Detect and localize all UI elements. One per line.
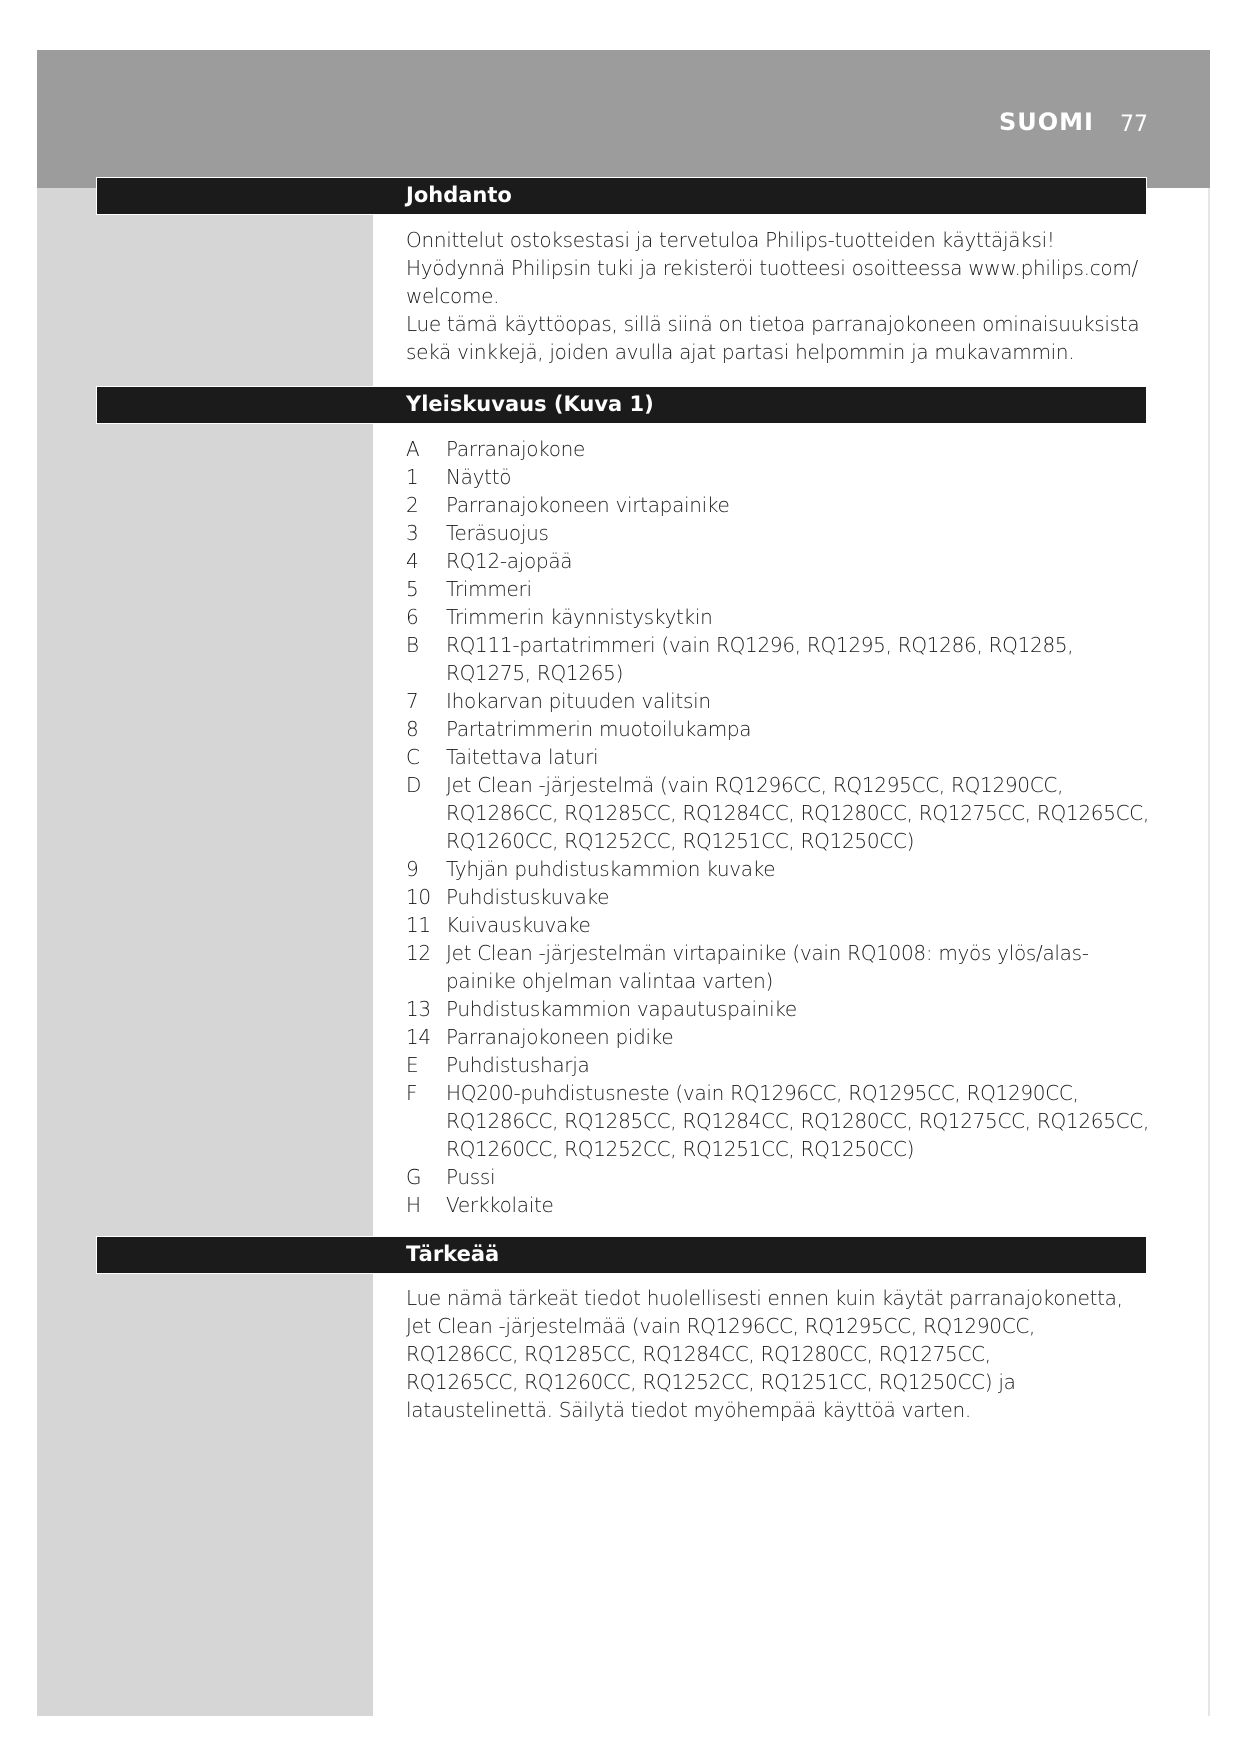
intro-line: sekä vinkkejä, joiden avulla ajat partasi helpommin ja mukavammin. bbox=[406, 340, 1075, 364]
right-edge-line bbox=[1208, 188, 1210, 1716]
item-text: Pussi bbox=[446, 1165, 496, 1189]
list-item bbox=[406, 1051, 1156, 1079]
section-title: Yleiskuvaus (Kuva 1) bbox=[406, 392, 654, 416]
item-key: 1 bbox=[406, 465, 419, 489]
item-text: Ihokarvan pituuden valitsin bbox=[446, 689, 711, 713]
list-item bbox=[406, 939, 1156, 995]
item-text: Jet Clean -järjestelmä (vain RQ1296CC, RQ1295CC, RQ1290CC, RQ1286CC, RQ1285CC, RQ1284CC, RQ1280CC, RQ1275CC, RQ1265CC, RQ1260CC, RQ1252CC, RQ1251CC, RQ1250CC) bbox=[446, 773, 1150, 853]
list-item bbox=[406, 463, 1156, 491]
item-key: 10 bbox=[406, 885, 431, 909]
item-text: Trimmeri bbox=[446, 577, 532, 601]
section-title: Tärkeää bbox=[406, 1242, 500, 1266]
item-text: Verkkolaite bbox=[446, 1193, 554, 1217]
list-item bbox=[406, 1023, 1156, 1051]
item-text: Partatrimmerin muotoilukampa bbox=[446, 717, 752, 741]
list-item bbox=[406, 435, 1156, 463]
section-title: Johdanto bbox=[406, 183, 512, 207]
important-text bbox=[406, 1284, 1156, 1424]
item-key: 14 bbox=[406, 1025, 431, 1049]
item-text: Trimmerin käynnistyskytkin bbox=[446, 605, 713, 629]
item-text: Puhdistuskammion vapautuspainike bbox=[446, 997, 797, 1021]
item-text: Näyttö bbox=[446, 465, 512, 489]
item-text: Jet Clean -järjestelmän virtapainike (vain RQ1008: myös ylös/alas-painike ohjelman valintaa varten) bbox=[446, 941, 1089, 993]
important-line: Jet Clean -järjestelmää (vain RQ1296CC, RQ1295CC, RQ1290CC, bbox=[406, 1314, 1036, 1338]
item-text: Kuivauskuvake bbox=[446, 913, 591, 937]
item-key: 2 bbox=[406, 493, 419, 517]
list-item bbox=[406, 911, 1156, 939]
list-item bbox=[406, 519, 1156, 547]
item-text: Puhdistuskuvake bbox=[446, 885, 610, 909]
intro-line: Hyödynnä Philipsin tuki ja rekisteröi tuotteesi osoitteessa www.philips.com/ bbox=[406, 256, 1138, 280]
list-item bbox=[406, 995, 1156, 1023]
item-text: Puhdistusharja bbox=[446, 1053, 590, 1077]
item-key: 5 bbox=[406, 577, 419, 601]
list-item bbox=[406, 491, 1156, 519]
important-line: RQ1265CC, RQ1260CC, RQ1252CC, RQ1251CC, RQ1250CC) ja bbox=[406, 1370, 1016, 1394]
item-key: 3 bbox=[406, 521, 419, 545]
item-key: 6 bbox=[406, 605, 419, 629]
list-item bbox=[406, 855, 1156, 883]
section-header-important bbox=[97, 1237, 1146, 1273]
item-key: H bbox=[406, 1193, 421, 1217]
important-line: Lue nämä tärkeät tiedot huolellisesti ennen kuin käytät parranajokonetta, bbox=[406, 1286, 1123, 1310]
item-text: Tyhjän puhdistuskammion kuvake bbox=[446, 857, 776, 881]
intro-line: Lue tämä käyttöopas, sillä siinä on tietoa parranajokoneen ominaisuuksista bbox=[406, 312, 1140, 336]
list-item bbox=[406, 715, 1156, 743]
intro-text bbox=[406, 226, 1156, 366]
item-key: 9 bbox=[406, 857, 419, 881]
section-header-intro bbox=[97, 178, 1146, 214]
list-item bbox=[406, 1079, 1156, 1163]
item-text: Parranajokoneen pidike bbox=[446, 1025, 674, 1049]
important-line: lataustelinettä. Säilytä tiedot myöhempää käyttöä varten. bbox=[406, 1398, 971, 1422]
intro-line: welcome. bbox=[406, 284, 500, 308]
item-key: E bbox=[406, 1053, 419, 1077]
item-text: RQ111-partatrimmeri (vain RQ1296, RQ1295, RQ1286, RQ1285, RQ1275, RQ1265) bbox=[446, 633, 1074, 685]
item-text: Parranajokone bbox=[446, 437, 586, 461]
item-key: G bbox=[406, 1165, 422, 1189]
list-item bbox=[406, 603, 1156, 631]
section-header-overview bbox=[97, 387, 1146, 423]
overview-list bbox=[406, 435, 1156, 1219]
item-key: 13 bbox=[406, 997, 431, 1021]
item-key: A bbox=[406, 437, 420, 461]
list-item bbox=[406, 575, 1156, 603]
list-item bbox=[406, 883, 1156, 911]
item-key: 4 bbox=[406, 549, 419, 573]
item-key: B bbox=[406, 633, 419, 657]
list-item bbox=[406, 631, 1156, 687]
item-key: F bbox=[406, 1081, 418, 1105]
item-key: C bbox=[406, 745, 420, 769]
item-key: 7 bbox=[406, 689, 419, 713]
important-line: RQ1286CC, RQ1285CC, RQ1284CC, RQ1280CC, RQ1275CC, bbox=[406, 1342, 991, 1366]
list-item bbox=[406, 743, 1156, 771]
item-text: RQ12-ajopää bbox=[446, 549, 573, 573]
intro-line: Onnittelut ostoksestasi ja tervetuloa Philips-tuotteiden käyttäjäksi! bbox=[406, 228, 1055, 252]
item-text: Teräsuojus bbox=[446, 521, 549, 545]
item-key: 11 bbox=[406, 913, 431, 937]
item-key: 8 bbox=[406, 717, 419, 741]
list-item bbox=[406, 687, 1156, 715]
item-key: D bbox=[406, 773, 422, 797]
list-item bbox=[406, 771, 1156, 855]
page-number: 77 bbox=[1120, 112, 1148, 137]
list-item bbox=[406, 1191, 1156, 1219]
language-label: SUOMI bbox=[999, 108, 1094, 136]
item-text: HQ200-puhdistusneste (vain RQ1296CC, RQ1295CC, RQ1290CC, RQ1286CC, RQ1285CC, RQ1284CC, RQ1280CC, RQ1275CC, RQ1265CC, RQ1260CC, RQ1252CC, RQ1251CC, RQ1250CC) bbox=[446, 1081, 1150, 1161]
list-item bbox=[406, 547, 1156, 575]
item-text: Taitettava laturi bbox=[446, 745, 599, 769]
list-item bbox=[406, 1163, 1156, 1191]
item-text: Parranajokoneen virtapainike bbox=[446, 493, 730, 517]
item-key: 12 bbox=[406, 941, 431, 965]
